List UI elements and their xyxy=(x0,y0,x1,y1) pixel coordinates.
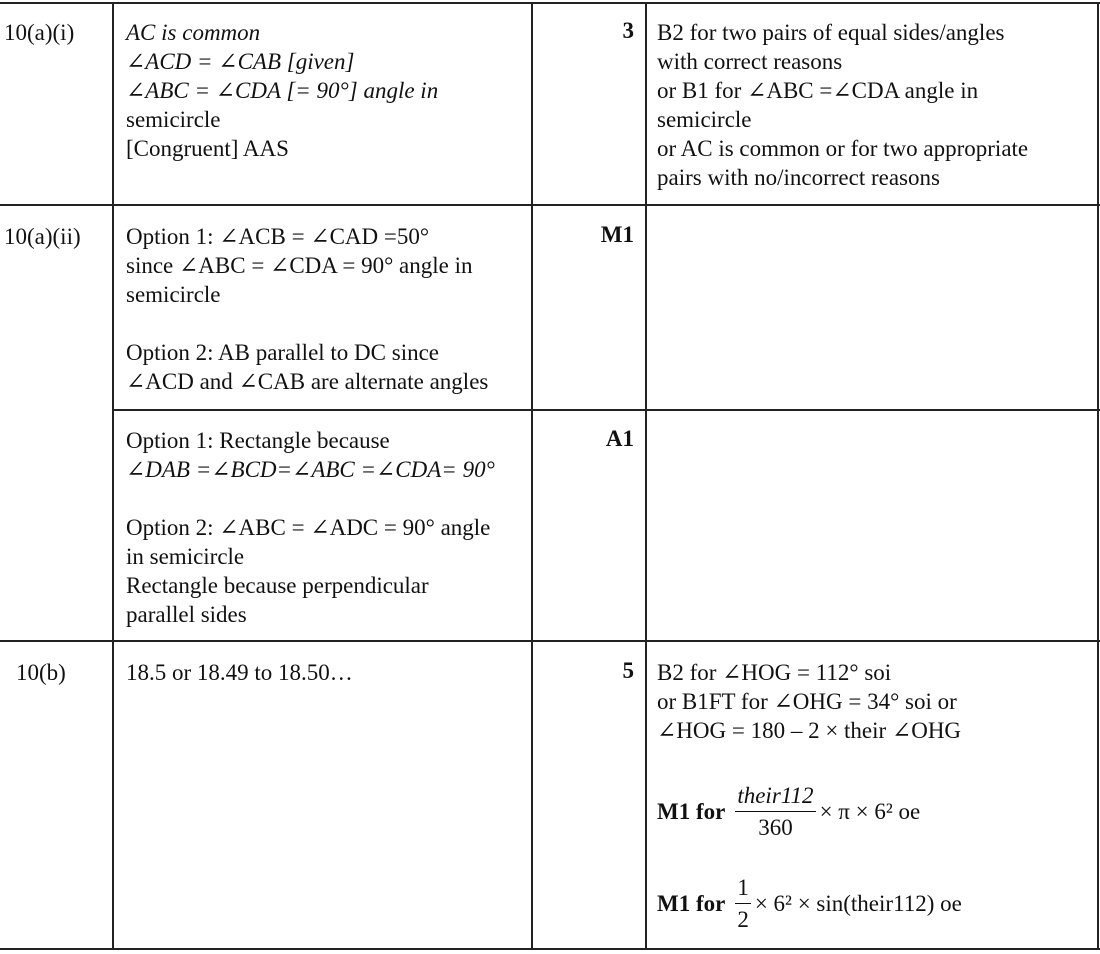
rule-bottom xyxy=(0,948,1100,950)
marks-cell: 3 xyxy=(622,18,634,43)
rule-top xyxy=(0,2,1100,4)
answer-line: in semicircle xyxy=(126,544,245,569)
answer-cell xyxy=(126,426,495,629)
answer-line: [Congruent] AAS xyxy=(126,136,289,161)
guidance-line: or AC is common or for two appropriate xyxy=(657,136,1029,161)
rule-row3 xyxy=(0,640,1100,642)
marks-cell: A1 xyxy=(605,426,634,451)
guidance-cell xyxy=(657,658,961,745)
answer-line: ∠ACD = ∠CAB [given] xyxy=(126,49,355,74)
fraction-numerator: their112 xyxy=(735,784,815,812)
guidance-line: semicircle xyxy=(657,107,752,132)
answer-line: AC is common xyxy=(126,20,261,45)
guidance-line: pairs with no/incorrect reasons xyxy=(657,165,940,190)
m1-prefix: M1 for xyxy=(657,890,726,916)
answer-line: Option 2: ∠ABC = ∠ADC = 90° angle xyxy=(126,515,491,540)
guidance-line: with correct reasons xyxy=(657,49,843,74)
answer-line: since ∠ABC = ∠CDA = 90° angle in xyxy=(126,253,473,278)
sector-expression: × π × 6² oe xyxy=(819,798,921,824)
answer-line: semicircle xyxy=(126,107,221,132)
answer-cell xyxy=(126,222,488,396)
rule-col1 xyxy=(112,2,114,950)
m1-triangle-area-method xyxy=(657,868,962,938)
m1-prefix: M1 for xyxy=(657,798,726,824)
rule-right xyxy=(1097,2,1099,950)
guidance-line: B2 for two pairs of equal sides/angles xyxy=(657,20,1005,45)
answer-line: ∠DAB =∠BCD=∠ABC =∠CDA= 90° xyxy=(126,457,495,482)
guidance-line: ∠HOG = 180 – 2 × their ∠OHG xyxy=(657,718,962,743)
rule-col2 xyxy=(531,2,533,950)
half-fraction xyxy=(735,876,751,931)
guidance-line: B2 for ∠HOG = 112° soi xyxy=(657,660,892,685)
rule-row1 xyxy=(0,204,1100,206)
guidance-line: or B1FT for ∠OHG = 34° soi or xyxy=(657,689,957,714)
answer-line: Rectangle because perpendicular xyxy=(126,573,429,598)
marks-cell: M1 xyxy=(600,222,634,247)
guidance-cell xyxy=(657,18,1028,192)
answer-line: parallel sides xyxy=(126,602,247,627)
answer-line: ∠ABC = ∠CDA [= 90°] angle in xyxy=(126,78,439,103)
question-number: 10(a)(i) xyxy=(4,20,75,45)
answer-line: 18.5 or 18.49 to 18.50… xyxy=(126,660,353,685)
triangle-expression: × 6² × sin(their112) oe xyxy=(754,890,962,916)
question-number: 10(a)(ii) xyxy=(4,224,81,249)
answer-line: Option 1: ∠ACB = ∠CAD =50° xyxy=(126,224,430,249)
answer-cell xyxy=(126,658,353,687)
answer-line: ∠ACD and ∠CAB are alternate angles xyxy=(126,369,489,394)
answer-line: semicircle xyxy=(126,282,221,307)
fraction-denominator: 2 xyxy=(737,906,749,932)
answer-line: Option 1: Rectangle because xyxy=(126,428,390,453)
m1-sector-area-method xyxy=(657,776,920,846)
sector-fraction xyxy=(735,784,815,839)
fraction-numerator: 1 xyxy=(735,876,751,904)
answer-cell xyxy=(126,18,438,163)
rule-col3 xyxy=(645,2,647,950)
fraction-denominator: 360 xyxy=(758,814,793,840)
rule-row2 xyxy=(112,409,1100,411)
guidance-line: or B1 for ∠ABC =∠CDA angle in xyxy=(657,78,979,103)
answer-line: Option 2: AB parallel to DC since xyxy=(126,340,440,365)
marks-cell: 5 xyxy=(622,658,634,683)
question-number: 10(b) xyxy=(16,660,66,685)
